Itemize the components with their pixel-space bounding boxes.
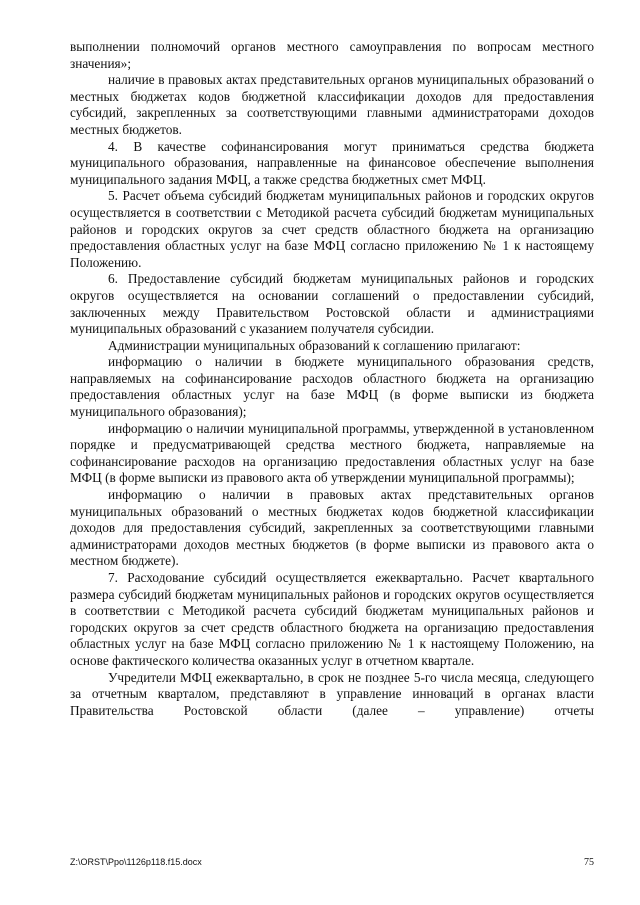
page-footer [70,857,594,871]
paragraph: 6. Предоставление субсидий бюджетам муниципальных районов и городских округов осуществляется на основании соглашений о предоставлении субсидий, заключенных между Правительством Ростовской области и администрациями муниципальных образований с указанием получателя субсидии. [70,271,594,337]
document-body [70,39,594,719]
paragraph: выполнении полномочий органов местного самоуправления по вопросам местного значения»; [70,39,594,71]
paragraph: Администрации муниципальных образований к соглашению прилагают: [108,337,521,353]
paragraph: информацию о наличии в правовых актах представительных органов муниципальных образований о местных бюджетах кодов бюджетной классификации доходов для предоставления субсидий, закрепленных за соответствующими главными администраторами доходов местных бюджетов (в форме выписки из правового акта о местном бюджете). [70,487,594,569]
footer-page-number: 75 [584,857,594,868]
paragraph: 7. Расходование субсидий осуществляется ежеквартально. Расчет квартального размера субсидий бюджетам муниципальных районов и городских округов осуществляется в соответствии с Методикой расчета субсидий бюджетам муниципальных районов и городских округов за счет средств областного бюджета на организацию предоставления областных услуг на базе МФЦ согласно приложению № 1 к настоящему Положению, на основе фактического количества оказанных услуг в отчетном квартале. [70,570,594,668]
paragraph: информацию о наличии в бюджете муниципального образования средств, направляемых на софинансирование расходов областного бюджета на организацию предоставления областных услуг на базе МФЦ (в форме выписки из бюджета муниципального образования); [70,354,594,420]
paragraph: 4. В качестве софинансирования могут приниматься средства бюджета муниципального образования, направленные на финансовое обеспечение выполнения муниципального задания МФЦ, а также средства бюджетных смет МФЦ. [70,138,594,187]
paragraph: информацию о наличии муниципальной программы, утвержденной в установленном порядке и предусматривающей средства местного бюджета, направляемые на софинансирование расходов на организацию предоставления областных услуг на базе МФЦ (в форме выписки из правового акта об утверждении муниципальной программы); [70,420,594,486]
footer-file-path: Z:\ORST\Ppo\1126p118.f15.docx [70,857,202,867]
paragraph: наличие в правовых актах представительных органов муниципальных образований о местных бюджетах кодов бюджетной классификации доходов для предоставления субсидий, закрепленных за соответствующими главными администраторами доходов местных бюджетов. [70,72,594,137]
paragraph: 5. Расчет объема субсидий бюджетам муниципальных районов и городских округов осуществляется в соответствии с Методикой расчета субсидий бюджетам муниципальных районов и городских округов за счет средств областного бюджета на организацию предоставления областных услуг на базе МФЦ согласно приложению № 1 к настоящему Положению. [70,188,594,270]
paragraph: Учредители МФЦ ежеквартально, в срок не позднее 5-го числа месяца, следующего за отчетным кварталом, представляют в управление инноваций в органах власти Правительства Ростовской области (далее – управление) отчеты [70,669,594,718]
